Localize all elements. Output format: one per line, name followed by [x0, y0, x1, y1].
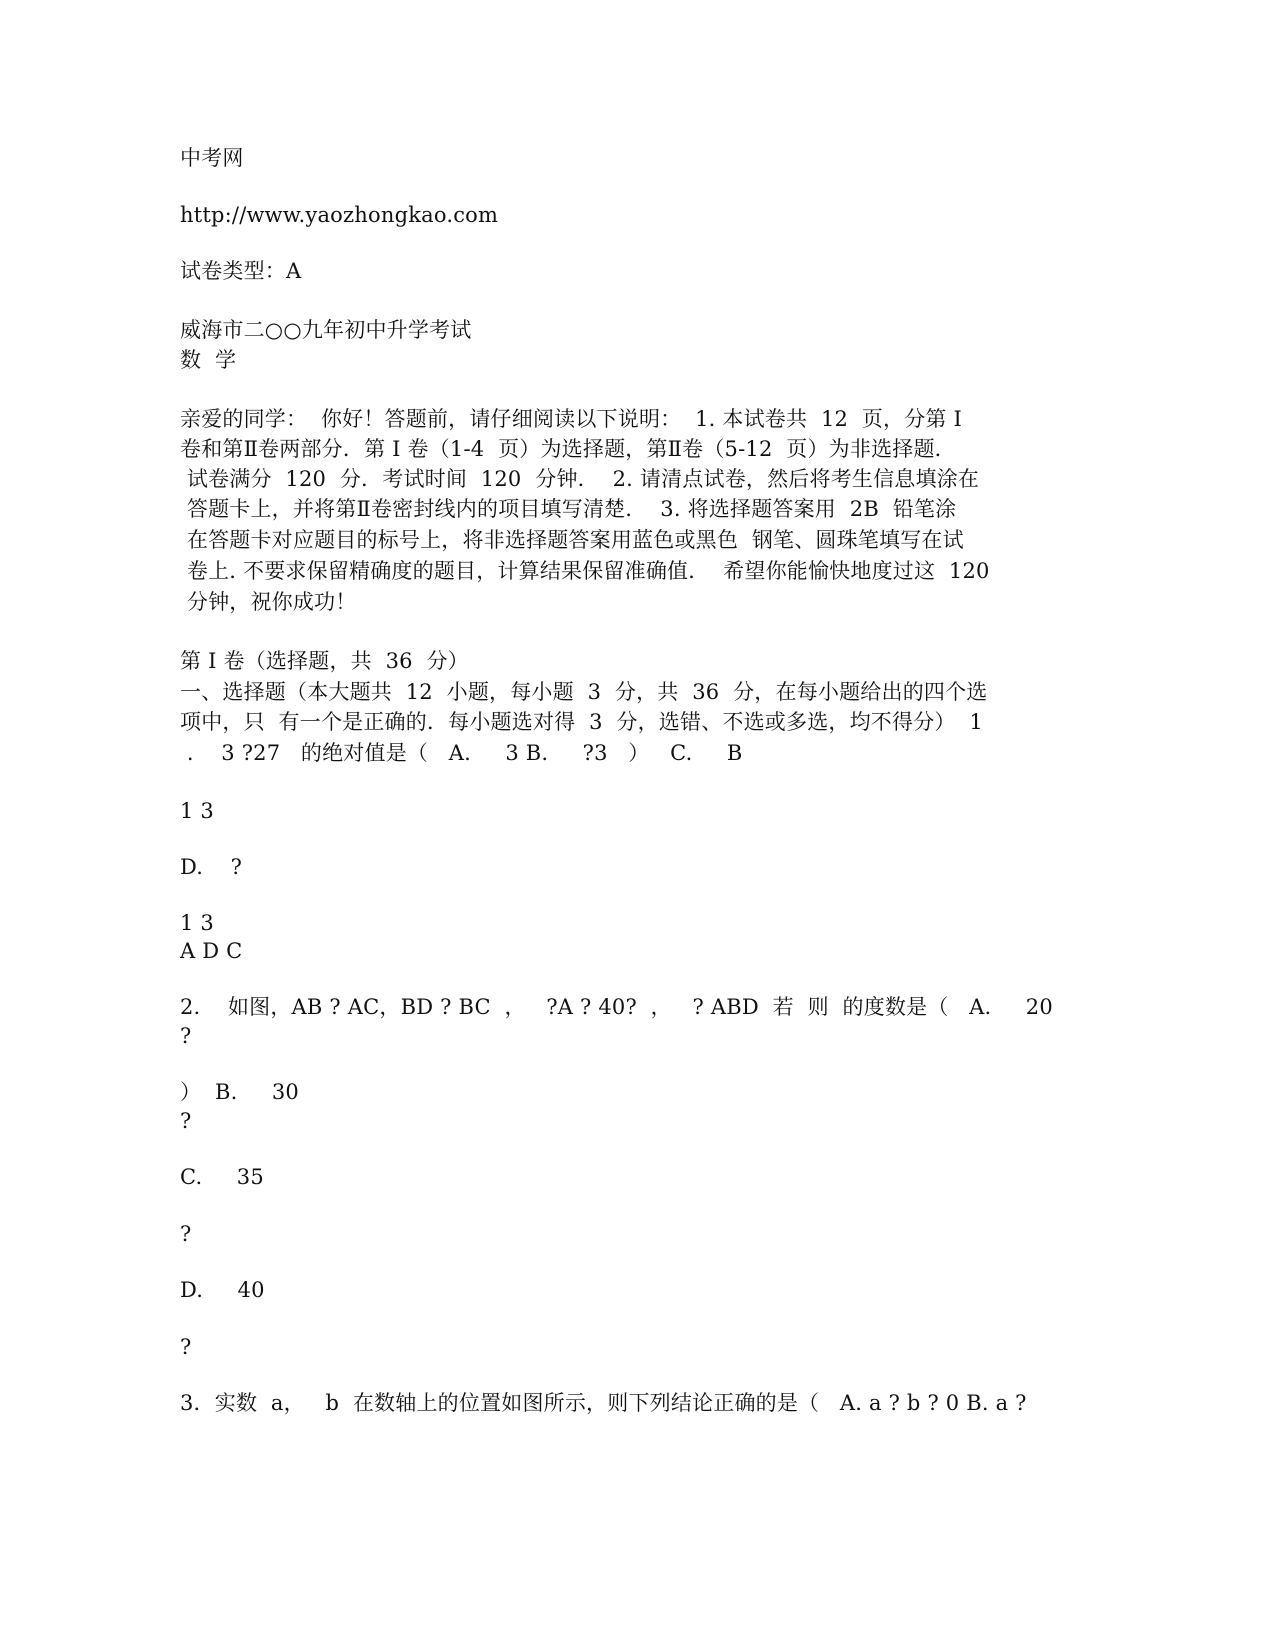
question-2-fragment: ? [180, 1024, 192, 1048]
question-3: 3．实数 a， b 在数轴上的位置如图所示，则下列结论正确的是（ A. a ? b ? 0 B. a ? [180, 1391, 1027, 1415]
question-2-option-d: D. 40 [180, 1278, 265, 1302]
instructions-line: 试卷满分 120 分．考试时间 120 分钟． 2. 请清点试卷，然后将考生信息填涂在 [180, 467, 980, 491]
question-1: . 3 ?27 的绝对值是（ A. 3 B. ?3 ） C. B [180, 741, 743, 765]
instructions-line: 亲爱的同学： 你好！答题前，请仔细阅读以下说明： 1. 本试卷共 12 页，分第 I [180, 407, 963, 431]
instructions-line: 卷和第Ⅱ卷两部分．第 I 卷（1-4 页）为选择题，第Ⅱ卷（5-12 页）为非选择题． [180, 437, 956, 461]
question-2-option-c: C. 35 [180, 1165, 264, 1189]
section-instructions: 一、选择题（本大题共 12 小题，每小题 3 分，共 36 分，在每小题给出的四个选 [180, 680, 988, 704]
section-instructions: 项中，只 有一个是正确的．每小题选对得 3 分，选错、不选或多选，均不得分） 1 [180, 710, 983, 734]
exam-subject: 数 学 [180, 348, 237, 372]
question-1-fragment: 1 3 [180, 799, 214, 823]
question-1-option-d: D. ? [180, 855, 243, 879]
exam-title: 威海市二○○九年初中升学考试 [180, 318, 472, 342]
paper-type: 试卷类型：A [180, 259, 302, 283]
question-1-fragment: 1 3 [180, 911, 214, 935]
instructions-line: 答题卡上，并将第Ⅱ卷密封线内的项目填写清楚． 3. 将选择题答案用 2B 铅笔涂 [180, 497, 957, 521]
section-heading: 第 I 卷（选择题，共 36 分） [180, 649, 469, 673]
question-2: 2. 如图，AB ? AC，BD ? BC ， ?A ? 40? ， ? ABD 若 则 的度数是（ A. 20 [180, 995, 1053, 1019]
question-2-fragment: ? [180, 1109, 192, 1133]
question-2-fragment: ? [180, 1335, 192, 1359]
instructions-line: 卷上. 不要求保留精确度的题目，计算结果保留准确值． 希望你能愉快地度过这 120 [180, 559, 990, 583]
instructions-line: 在答题卡对应题目的标号上，将非选择题答案用蓝色或黑色 钢笔、圆珠笔填写在试 [180, 528, 964, 552]
question-2-option-b: ） B. 30 [180, 1080, 299, 1104]
question-2-fragment: ? [180, 1222, 192, 1246]
site-url: http://www.yaozhongkao.com [180, 203, 499, 227]
site-name: 中考网 [180, 146, 244, 170]
document-page [180, 0, 1080, 1650]
instructions-line: 分钟，祝你成功！ [180, 590, 357, 614]
question-1-fragment: A D C [180, 939, 243, 963]
